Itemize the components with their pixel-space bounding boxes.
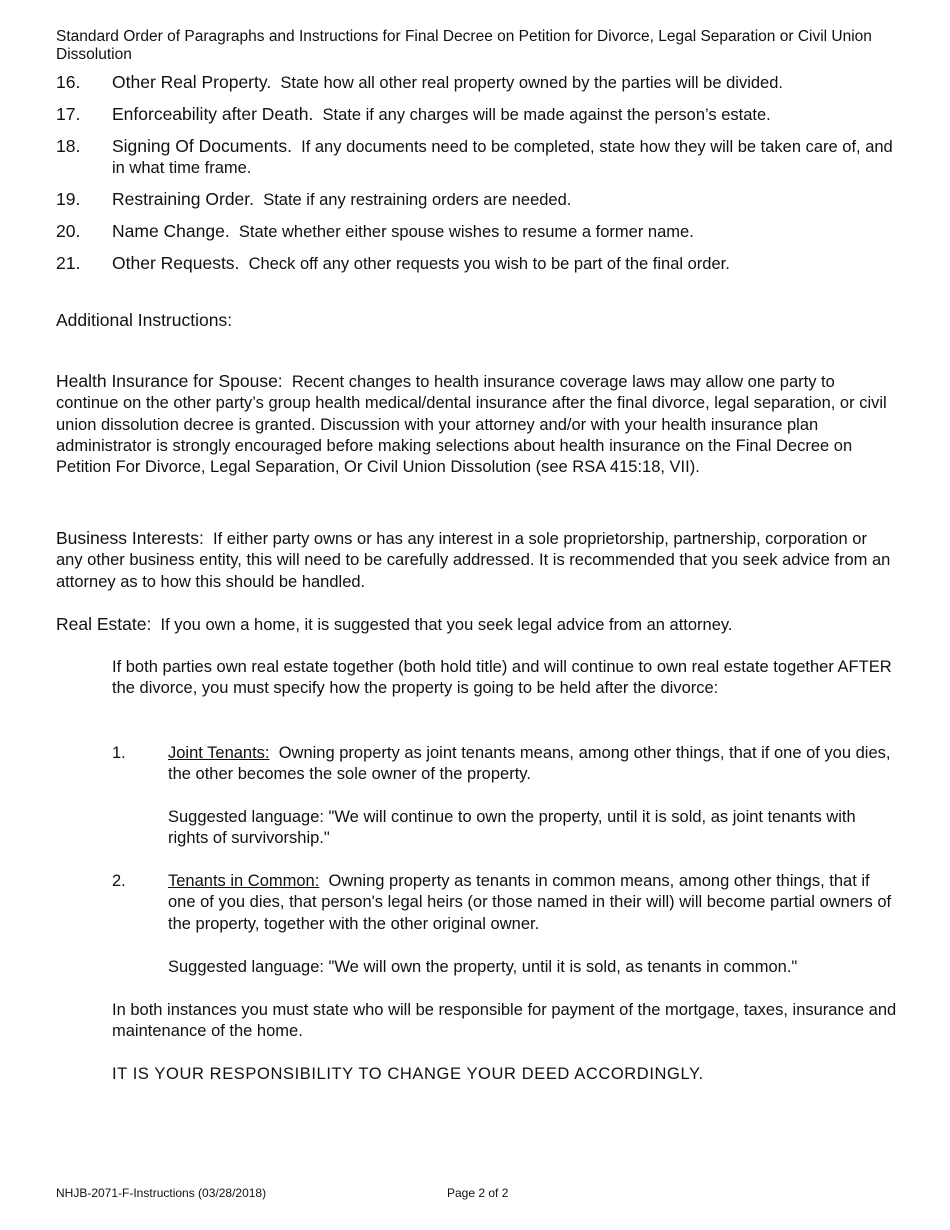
option-number: 1.	[112, 744, 126, 762]
suggested-language: Suggested language: "We will continue to own the property, until it is sold, as joint tenants with rights of survivorship."	[168, 808, 856, 848]
item-number: 17.	[56, 104, 81, 124]
item-number: 19.	[56, 189, 81, 209]
item-title: Signing Of Documents.	[112, 136, 292, 156]
deed-responsibility-notice: IT IS YOUR RESPONSIBILITY TO CHANGE YOUR DEED ACCORDINGLY.	[112, 1065, 704, 1083]
real-estate-lead: Real Estate:	[56, 614, 152, 634]
paragraph-list	[56, 72, 896, 285]
item-number: 18.	[56, 136, 81, 156]
business-interests-lead: Business Interests:	[56, 528, 204, 548]
item-number: 20.	[56, 221, 81, 241]
footer-page-number: Page 2 of 2	[447, 1186, 509, 1200]
list-item	[56, 72, 896, 94]
joint-tenants-option	[112, 743, 898, 786]
page-header: Standard Order of Paragraphs and Instructions for Final Decree on Petition for Divorce, Legal Separation or Civil Union Dissolution	[56, 28, 872, 63]
item-text: State if any restraining orders are needed.	[263, 191, 572, 209]
both-instances-paragraph: In both instances you must state who will be responsible for payment of the mortgage, taxes, insurance and maintenance of the home.	[112, 1001, 897, 1041]
tenants-in-common-suggested	[112, 957, 898, 978]
item-text: Check off any other requests you wish to be part of the final order.	[248, 255, 730, 273]
item-title: Other Requests.	[112, 253, 240, 273]
option-term: Joint Tenants:	[168, 744, 270, 762]
option-term: Tenants in Common:	[168, 872, 320, 890]
option-text: Owning property as joint tenants means, among other things, that if one of you dies, the other becomes the sole owner of the property.	[168, 744, 891, 784]
tenants-in-common-option	[112, 871, 898, 935]
item-text: If any documents need to be completed, state how they will be taken care of, and in what time frame.	[112, 138, 893, 177]
item-title: Restraining Order.	[112, 189, 255, 209]
real-estate-text: If you own a home, it is suggested that you seek legal advice from an attorney.	[160, 616, 733, 634]
item-title: Other Real Property.	[112, 72, 272, 92]
additional-instructions-heading: Additional Instructions:	[56, 310, 233, 330]
real-estate-paragraph	[56, 614, 898, 636]
option-number: 2.	[112, 872, 126, 890]
item-number: 16.	[56, 72, 81, 92]
item-text: State if any charges will be made against the person’s estate.	[322, 106, 771, 124]
business-interests-paragraph	[56, 528, 898, 593]
business-interests-text: If either party owns or has any interest in a sole proprietorship, partnership, corporation or any other business entity, this will need to be carefully addressed. It is recommended that you seek advice from an attorney as to how this should be handled.	[56, 530, 891, 591]
health-insurance-text: Recent changes to health insurance coverage laws may allow one party to continue on the other party’s group health medical/dental insurance after the final divorce, legal separation, or civil union dissolution decree is granted. Discussion with your attorney and/or with your health insurance plan administrator is strongly encouraged before making selections about health insurance on the Final Decree on Petition For Divorce, Legal Separation, Or Civil Union Dissolution (see RSA 415:18, VII).	[56, 373, 887, 477]
list-item	[56, 104, 896, 126]
item-text: State whether either spouse wishes to resume a former name.	[238, 223, 694, 241]
item-text: State how all other real property owned by the parties will be divided.	[280, 74, 783, 92]
item-number: 21.	[56, 253, 81, 273]
list-item	[56, 253, 896, 275]
joint-tenants-suggested	[112, 807, 898, 850]
suggested-language: Suggested language: "We will own the property, until it is sold, as tenants in common."	[168, 958, 798, 976]
item-title: Name Change.	[112, 221, 230, 241]
footer-form-id: NHJB-2071-F-Instructions (03/28/2018)	[56, 1186, 267, 1200]
option-text: Owning property as tenants in common means, among other things, that if one of you dies, that person's legal heirs (or those named in their will) will become partial owners of the property, together with the other original owner.	[168, 872, 892, 933]
health-insurance-paragraph	[56, 371, 898, 478]
list-item	[56, 189, 896, 211]
list-item	[56, 136, 896, 179]
health-insurance-lead: Health Insurance for Spouse:	[56, 371, 283, 391]
item-title: Enforceability after Death.	[112, 104, 314, 124]
both-parties-paragraph: If both parties own real estate together (both hold title) and will continue to own real estate together AFTER the divorce, you must specify how the property is going to be held after the divorce:	[112, 658, 892, 698]
list-item	[56, 221, 896, 243]
